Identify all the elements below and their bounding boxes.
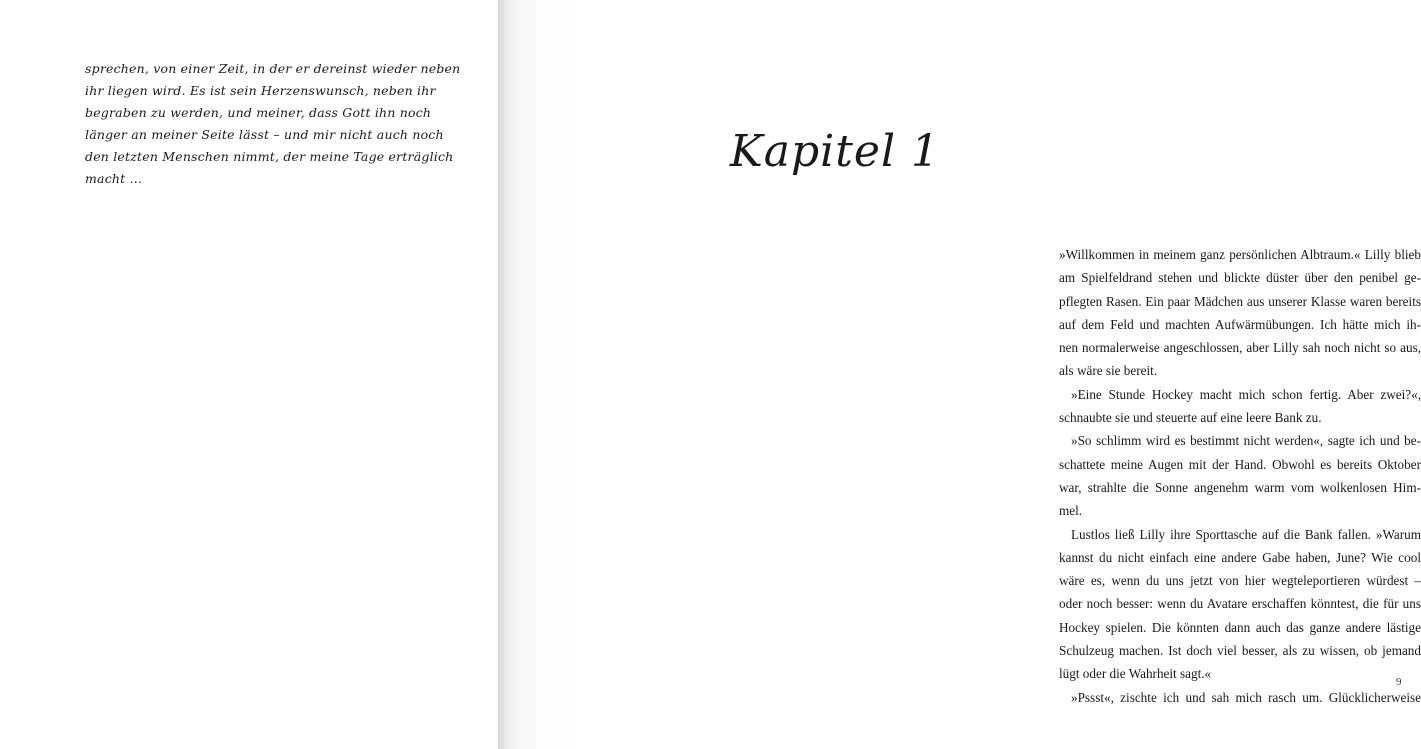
body-line: »So schlimm wird es bestimmt nicht werden«, sagte ich und be- xyxy=(1071,433,1421,449)
body-line: war, strahlte die Sonne angenehm warm vom wolkenlosen Him- xyxy=(1059,479,1421,495)
body-line: »Willkommen in meinem ganz persönlichen Albtraum.« Lilly blieb xyxy=(1059,247,1421,262)
body-line: kannst du nicht einfach eine andere Gabe haben, June? Wie cool xyxy=(1059,549,1421,565)
body-line: oder noch besser: wenn du Avatare erschaffen könntest, die für uns xyxy=(1059,596,1421,612)
body-line: auf dem Feld und machten Aufwärmübungen. Ich hätte mich ih- xyxy=(1059,316,1421,332)
body-line: »Pssst«, zischte ich und sah mich rasch um. Glücklicherweise xyxy=(1071,689,1421,705)
handwritten-letter xyxy=(85,58,461,190)
body-line: wäre es, wenn du uns jetzt von hier wegteleportieren würdest – xyxy=(1059,573,1421,589)
handwritten-line: begraben zu werden, und meiner, dass Gott ihn noch xyxy=(85,105,432,120)
body-line: schattete meine Augen mit der Hand. Obwohl es bereits Oktober xyxy=(1059,456,1421,472)
body-line: Lustlos ließ Lilly ihre Sporttasche auf die Bank fallen. »Warum xyxy=(1071,526,1421,542)
body-line: am Spielfeldrand stehen und blickte düster über den penibel ge- xyxy=(1059,270,1421,286)
handwritten-line: den letzten Menschen nimmt, der meine Tage erträglich xyxy=(85,149,454,164)
body-line: Hockey spielen. Die könnten dann auch das ganze andere lästige xyxy=(1059,619,1421,635)
handwritten-line: ihr liegen wird. Es ist sein Herzenswunsch, neben ihr xyxy=(85,83,436,98)
right-page xyxy=(498,0,1421,749)
body-line: Schulzeug machen. Ist doch viel besser, als zu wissen, ob jemand xyxy=(1059,643,1421,659)
chapter-body xyxy=(1059,243,1421,709)
body-line: als wäre sie bereit. xyxy=(1059,363,1158,379)
body-line: lügt oder die Wahrheit sagt.« xyxy=(1059,666,1212,682)
body-line: pflegten Rasen. Ein paar Mädchen aus unserer Klasse waren bereits xyxy=(1059,293,1421,309)
left-page xyxy=(0,0,498,749)
page-number: 9 xyxy=(1396,676,1402,688)
handwritten-line: länger an meiner Seite lässt – und mir nicht auch noch xyxy=(85,127,444,142)
body-line: schnaubte sie und steuerte auf eine leere Bank zu. xyxy=(1059,410,1322,426)
handwritten-line: sprechen, von einer Zeit, in der er dereinst wieder neben xyxy=(85,61,461,76)
body-line: nen normalerweise angeschlossen, aber Lilly sah noch nicht so aus, xyxy=(1059,340,1421,356)
body-line: »Eine Stunde Hockey macht mich schon fertig. Aber zwei?«, xyxy=(1071,386,1421,402)
body-line: mel. xyxy=(1059,503,1083,519)
chapter-title: Kapitel 1 xyxy=(729,126,940,177)
handwritten-line: macht … xyxy=(85,171,143,186)
